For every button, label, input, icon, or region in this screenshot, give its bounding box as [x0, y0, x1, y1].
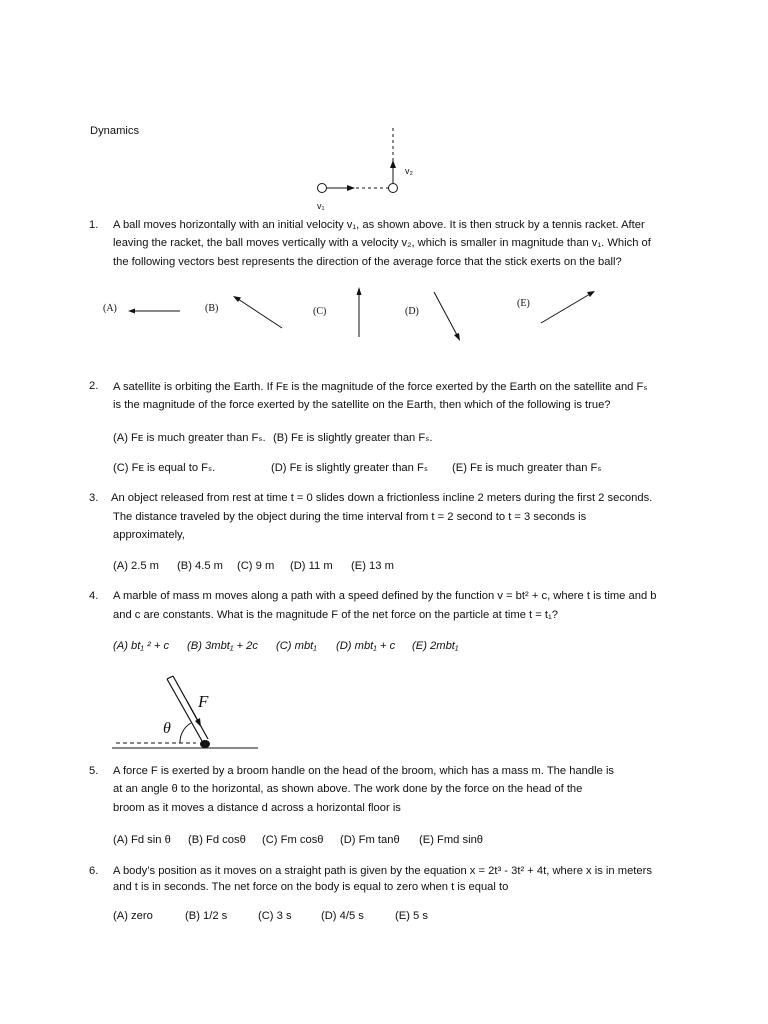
angle-label: θ [163, 720, 171, 737]
question-6-option-d: (D) 4/5 s [321, 910, 364, 922]
question-5-option-e: (E) Fmd sinθ [419, 834, 484, 846]
question-3-option-a: (A) 2.5 m [113, 560, 160, 572]
force-label: F [198, 692, 209, 711]
question-3-option-c: (C) 9 m [237, 560, 275, 572]
option-b-label: (B) [205, 303, 219, 314]
v2-label: v₂ [405, 166, 413, 176]
question-4-option-b: (B) 3mbt₁ + 2c [187, 640, 258, 652]
question-3-option-e: (E) 13 m [351, 560, 394, 572]
question-1-text: A ball moves horizontally with an initial velocity v₁, as shown above. It is then struck by a tennis racket. After [113, 219, 645, 231]
option-d-label: (D) [405, 306, 419, 317]
question-4-text: and c are constants. What is the magnitude F of the net force on the particle at time t = t₁? [113, 609, 558, 621]
question-5-option-d: (D) Fm tanθ [340, 834, 400, 846]
question-6-text: A body’s position as it moves on a straight path is given by the equation x = 2t³ - 3t² + 4t, where x is in meters [113, 865, 652, 877]
question-5-text: broom as it moves a distance d across a horizontal floor is [113, 802, 401, 814]
question-5-text: at an angle θ to the horizontal, as shown above. The work done by the force on the head of the [113, 783, 583, 795]
question-6-number: 6. [89, 865, 99, 877]
question-4-text: A marble of mass m moves along a path with a speed defined by the function v = bt² + c, where t is time and b [113, 590, 657, 602]
question-2-option-e: (E) Fᴇ is much greater than Fₛ [452, 462, 602, 474]
question-2-number: 2. [89, 380, 99, 392]
question-2-text: is the magnitude of the force exerted by the satellite on the Earth, then which of the following is true? [113, 399, 611, 411]
question-5-option-b: (B) Fd cosθ [188, 834, 246, 846]
question-6-option-e: (E) 5 s [395, 910, 428, 922]
question-5-number: 5. [89, 765, 99, 777]
question-6-option-c: (C) 3 s [258, 910, 292, 922]
question-3-option-b: (B) 4.5 m [177, 560, 224, 572]
question-1-text: the following vectors best represents the direction of the average force that the stick exerts on the ball? [113, 256, 622, 268]
question-2-option-a: (A) Fᴇ is much greater than Fₛ. [113, 432, 266, 444]
question-4-option-a: (A) bt₁ ² + c [113, 640, 170, 652]
question-5-option-c: (C) Fm cosθ [262, 834, 324, 846]
question-3-text: The distance traveled by the object during the time interval from t = 2 second to t = 3 seconds is [113, 511, 587, 523]
option-e-label: (E) [517, 298, 530, 309]
v1-label: v₁ [317, 201, 325, 211]
question-4-option-e: (E) 2mbt₁ [412, 640, 459, 652]
question-2-option-b: (B) Fᴇ is slightly greater than Fₛ. [273, 432, 433, 444]
question-3-number: 3. [89, 492, 99, 504]
page-title: Dynamics [90, 125, 140, 137]
question-2-option-d: (D) Fᴇ is slightly greater than Fₛ [271, 462, 428, 474]
question-3-option-d: (D) 11 m [290, 560, 333, 572]
option-c-label: (C) [313, 306, 327, 317]
question-4-option-d: (D) mbt₁ + c [336, 640, 396, 652]
question-6-option-b: (B) 1/2 s [185, 910, 228, 922]
question-3-text: approximately, [113, 529, 185, 541]
question-1-text: leaving the racket, the ball moves vertically with a velocity v₂, which is smaller in magnitude than v₁. Which of [113, 237, 651, 249]
question-4-option-c: (C) mbt₁ [276, 640, 317, 652]
question-2-text: A satellite is orbiting the Earth. If Fᴇ is the magnitude of the force exerted by the Earth on the satellite and Fₛ [113, 381, 648, 393]
option-a-label: (A) [103, 303, 117, 314]
question-2-option-c: (C) Fᴇ is equal to Fₛ. [113, 462, 216, 474]
question-5-text: A force F is exerted by a broom handle on the head of the broom, which has a mass m. The handle is [113, 765, 615, 777]
question-6-option-a: (A) zero [113, 910, 153, 922]
question-3-text: An object released from rest at time t = 0 slides down a frictionless incline 2 meters during the first 2 seconds. [111, 492, 653, 504]
question-5-option-a: (A) Fd sin θ [113, 834, 171, 846]
question-1-number: 1. [89, 219, 99, 231]
question-6-text: and t is in seconds. The net force on the body is equal to zero when t is equal to [113, 881, 509, 893]
question-4-number: 4. [89, 590, 99, 602]
